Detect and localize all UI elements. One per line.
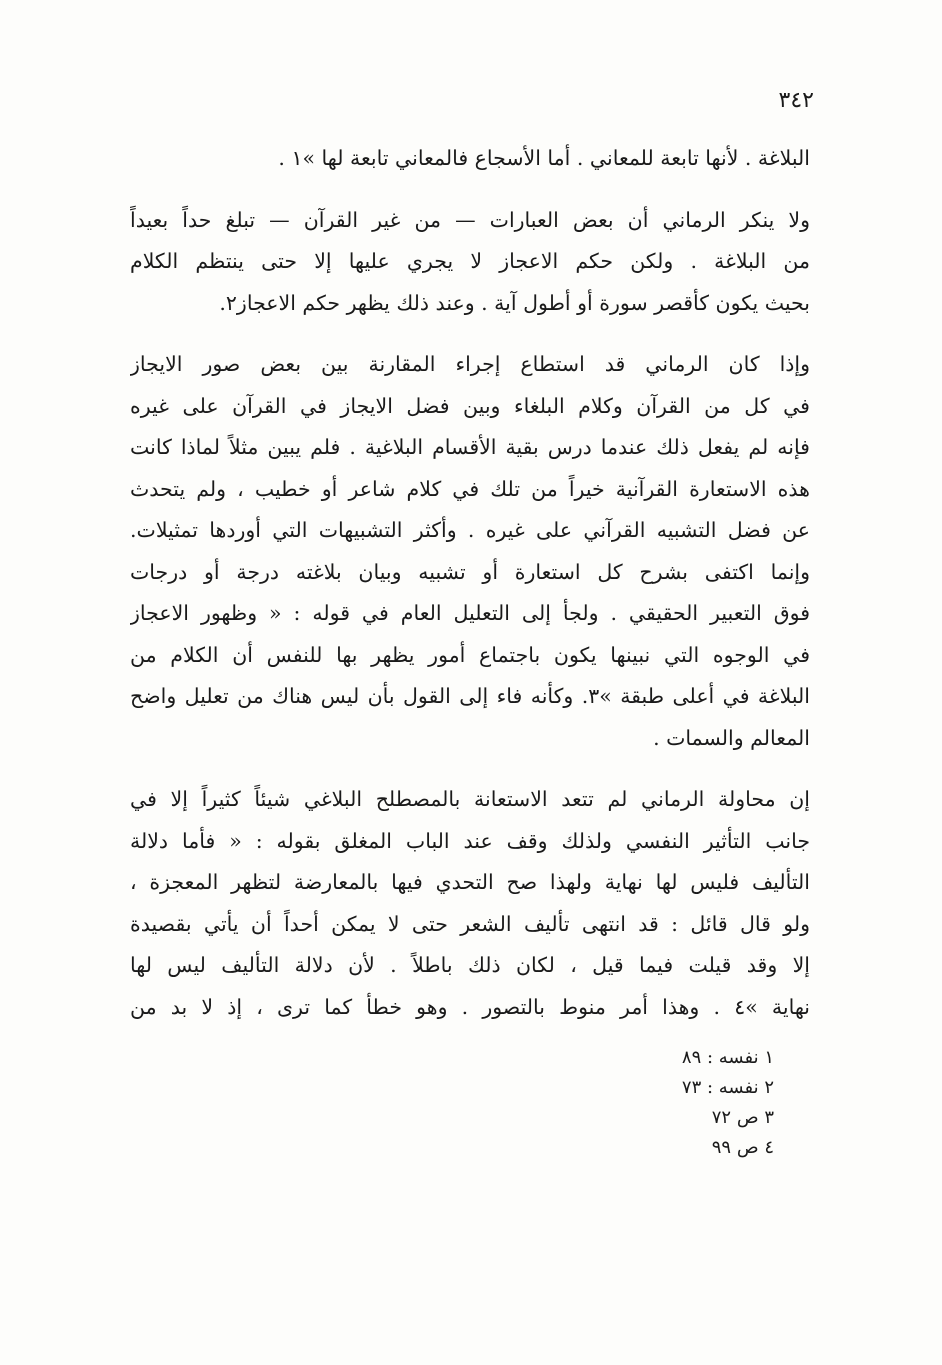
text-line: فوق التعبير الحقيقي . ولجأ إلى التعليل العام في قوله : « وظهور الاعجاز [130,601,810,625]
text-line: عن فضل التشبيه القرآني على غيره . وأكثر التشبيهات التي أوردها تمثيلات. [130,518,810,542]
text-line: البلاغة في أعلى طبقة »٣. وكأنه فاء إلى القول بأن ليس هناك من تعليل واضح [130,684,810,708]
text-line: جانب التأثير النفسي ولذلك وقف عند الباب المغلق بقوله : « فأما دلالة [130,828,810,853]
text-line: في الوجوه التي نبينها يكون باجتماع أمور يظهر بها للنفس أن الكلام من [130,642,810,667]
text-line: من البلاغة . ولكن حكم الاعجاز لا يجري عليها إلا حتى ينتظم الكلام [130,249,810,273]
footnote: ١ نفسه : ٨٩ [681,1047,774,1068]
footnotes [682,1043,774,1163]
text-line: البلاغة . لأنها تابعة للمعاني . أما الأسجاع فالمعاني تابعة لها »١ . [278,146,810,170]
footnote: ٣ ص ٧٢ [711,1107,774,1128]
paragraph [130,138,810,180]
text-line: وإذا كان الرماني قد استطاع إجراء المقارنة بين بعض صور الايجاز [130,352,810,376]
footnote: ٤ ص ٩٩ [711,1137,774,1158]
text-line: إلا وقد قيلت فيما قيل ، لكان ذلك باطلاً . لأن دلالة التأليف ليس لها [130,953,810,977]
text-line: المعالم والسمات . [653,725,810,750]
text-line: في كل من القرآن وكلام البلغاء وبين فضل الايجاز في القرآن على غيره [130,393,810,418]
paragraph [130,200,810,325]
paragraph [130,779,810,1028]
text-line: نهاية »٤ . وهذا أمر منوط بالتصور . وهو خطأ كما ترى ، إذ لا بد من [130,994,810,1019]
text-line: هذه الاستعارة القرآنية خيراً من تلك في كلام شاعر أو خطيب ، ولم يتحدث [130,476,810,501]
text-line: التأليف فليس لها نهاية ولهذا صح التحدي فيها بالمعارضة لتظهر المعجزة ، [130,870,810,894]
text-line: فإنه لم يفعل ذلك عندما درس بقية الأقسام البلاغية . فلم يبين مثلاً لماذا كانت [130,435,810,459]
text-line: إن محاولة الرماني لم تتعد الاستعانة بالمصطلح البلاغي شيئاً كثيراً إلا في [130,787,810,811]
page-number: ٣٤٢ [778,88,814,113]
text-line: ولا ينكر الرماني أن بعض العبارات — من غير القرآن — تبلغ حداً بعيداً [130,207,810,232]
text-line: وإنما اكتفى بشرح كل استعارة أو تشبيه وبيان بلاغته درجة أو درجات [130,559,810,584]
text-line: ولو قال قائل : قد انتهى تأليف الشعر حتى لا يمكن أحداً أن يأتي بقصيدة [130,911,810,936]
paragraph [130,344,810,759]
body-text [130,138,810,1028]
text-line: بحيث يكون كأقصر سورة أو أطول آية . وعند ذلك يظهر حكم الاعجاز٢. [219,290,810,315]
footnote: ٢ نفسه : ٧٣ [681,1077,774,1098]
